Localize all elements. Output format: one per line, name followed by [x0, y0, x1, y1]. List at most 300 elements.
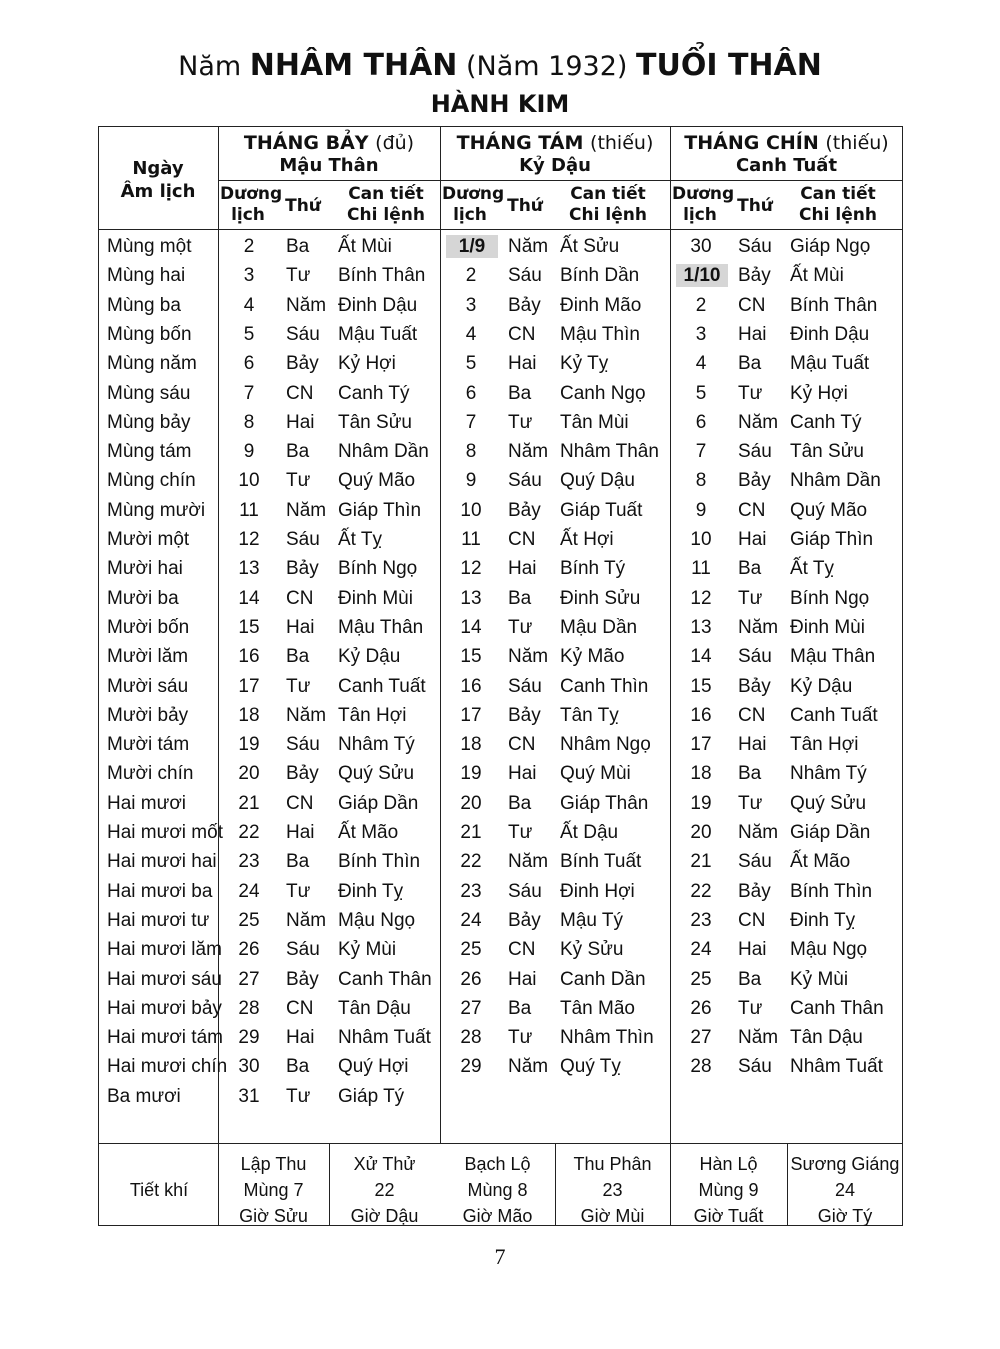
can-chi-cell: Kỷ Dậu — [790, 676, 853, 697]
duong-lich-cell: 25 — [460, 939, 482, 960]
duong-lich-cell: 6 — [695, 412, 707, 433]
duong-lich-cell: 20 — [460, 793, 482, 814]
duong-lich-cell: 2 — [695, 295, 707, 316]
tiet-khi-day: Mùng 7 — [243, 1180, 304, 1201]
month-name — [218, 132, 440, 155]
can-chi-cell: Đinh Hợi — [560, 881, 635, 902]
duong-lich-cell: 5 — [243, 324, 255, 345]
row-label: Mùng bảy — [107, 412, 191, 433]
row-label: Mùng tám — [107, 441, 192, 462]
tiet-khi-entry — [440, 1151, 555, 1229]
thu-cell: Năm — [286, 500, 327, 521]
row-label: Mười ba — [107, 588, 179, 609]
duong-lich-cell: 21 — [238, 793, 260, 814]
row-label: Hai mươi chín — [107, 1056, 228, 1077]
row-label: Ba mươi — [107, 1086, 181, 1107]
row-label: Mùng một — [107, 236, 192, 257]
duong-lich-cell: 5 — [695, 383, 707, 404]
can-chi-cell: Tân Dậu — [338, 998, 411, 1019]
thu-cell: Ba — [286, 441, 310, 462]
duong-label: Dương — [220, 184, 283, 204]
month-qualifier: (đủ) — [375, 132, 415, 154]
thu-cell: Ba — [738, 969, 762, 990]
duong-lich-cell: 4 — [695, 353, 707, 374]
footer-divider — [98, 1143, 903, 1144]
can-chi-cell: Nhâm Tuất — [338, 1027, 431, 1048]
thu-cell: Tư — [508, 412, 533, 433]
tiet-khi-name: Bạch Lộ — [464, 1154, 531, 1174]
thu-cell: CN — [508, 324, 536, 345]
duong-lich-cell: 10 — [690, 529, 712, 550]
duong-lich-cell: 17 — [690, 734, 712, 755]
title-can-chi: NHÂM THÂN — [249, 48, 458, 83]
duong-lich-cell: 25 — [238, 910, 260, 931]
row-label: Mùng ba — [107, 295, 181, 316]
can-chi-cell: Nhâm Dần — [338, 441, 429, 462]
thu-cell: CN — [286, 998, 314, 1019]
can-chi-cell: Nhâm Ngọ — [560, 734, 651, 755]
thu-cell: Tư — [738, 383, 763, 404]
duong-lich-cell: 8 — [695, 470, 707, 491]
can-chi-cell: Ất Dậu — [560, 822, 619, 843]
can-chi-cell: Bính Dần — [560, 265, 640, 286]
title-tuoi: TUỔI THÂN — [636, 48, 822, 83]
column-divider — [440, 126, 441, 1143]
duong-lich-cell: 4 — [243, 295, 255, 316]
duong-lich-cell: 14 — [460, 617, 482, 638]
can-chi-cell: Mậu Tý — [560, 910, 624, 931]
row-label: Hai mươi hai — [107, 851, 217, 872]
thu-cell: Tư — [286, 265, 311, 286]
can-chi-cell: Giáp Tuất — [560, 500, 643, 521]
thu-cell: Năm — [738, 822, 779, 843]
row-label: Hai mươi lăm — [107, 939, 222, 960]
header-divider — [218, 180, 903, 181]
can-chi-cell: Canh Ngọ — [560, 383, 646, 404]
thu-cell: Năm — [508, 646, 549, 667]
duong-lich-cell: 23 — [460, 881, 482, 902]
duong-lich-cell: 5 — [465, 353, 477, 374]
thu-cell: CN — [738, 295, 766, 316]
can-chi-cell: Mậu Tuất — [790, 353, 870, 374]
can-chi-cell: Ất Mão — [338, 822, 399, 843]
duong-lich-cell: 7 — [465, 412, 477, 433]
can-chi-cell: Ất Hợi — [560, 529, 614, 550]
can-chi-cell: Mậu Thân — [338, 617, 424, 638]
can-chi-cell: Ất Tỵ — [338, 529, 382, 550]
subheader-can-tiet — [336, 184, 436, 227]
duong-lich-cell: 13 — [460, 588, 482, 609]
can-chi-cell: Giáp Thìn — [790, 529, 874, 550]
month-title: THÁNG CHÍN — [684, 132, 819, 154]
can-chi-cell: Quý Hợi — [338, 1056, 409, 1077]
tiet-khi-name: Lập Thu — [240, 1154, 307, 1174]
duong-lich-cell: 28 — [460, 1027, 482, 1048]
tiet-khi-hour: Giờ Dậu — [350, 1206, 419, 1227]
can-chi-cell: Mậu Thìn — [560, 324, 640, 345]
can-chi-cell: Bính Tý — [560, 558, 626, 579]
thu-cell: Ba — [286, 1056, 310, 1077]
thu-cell: Năm — [738, 617, 779, 638]
subheader-can-tiet — [558, 184, 658, 227]
thu-cell: Năm — [738, 1027, 779, 1048]
duong-lich-cell: 10 — [238, 470, 260, 491]
thu-cell: Bảy — [738, 676, 771, 697]
month-header — [218, 132, 440, 176]
duong-lich-cell: 25 — [690, 969, 712, 990]
lich-label: lịch — [683, 205, 717, 226]
thu-cell: Tư — [508, 617, 533, 638]
thu-cell: Hai — [286, 617, 315, 638]
page-number: 7 — [494, 1244, 506, 1269]
tiet-khi-entry — [670, 1151, 787, 1229]
tiet-khi-name: Xử Thử — [353, 1154, 416, 1174]
duong-lich-cell: 23 — [238, 851, 260, 872]
tiet-khi-day: 23 — [602, 1180, 623, 1201]
thu-cell: Hai — [508, 353, 537, 374]
duong-lich-cell: 24 — [690, 939, 712, 960]
thu-cell: Sáu — [286, 529, 320, 550]
row-label: Mùng hai — [107, 265, 186, 286]
can-tiet-label: Can tiết — [800, 184, 876, 204]
thu-cell: Bảy — [508, 500, 541, 521]
can-chi-cell: Kỷ Mùi — [790, 969, 849, 990]
duong-lich-cell: 11 — [461, 529, 481, 550]
duong-lich-cell: 12 — [690, 588, 712, 609]
row-label: Mùng chín — [107, 470, 196, 491]
thu-cell: Năm — [738, 412, 779, 433]
can-chi-cell: Đinh Dậu — [790, 324, 870, 345]
can-chi-cell: Giáp Ngọ — [790, 236, 871, 257]
tiet-khi-entry — [555, 1151, 670, 1229]
thu-cell: Năm — [508, 236, 549, 257]
row-header-ngay: Ngày — [132, 158, 184, 179]
thu-cell: Hai — [738, 939, 767, 960]
duong-lich-cell: 9 — [695, 500, 707, 521]
duong-lich-cell: 17 — [460, 705, 482, 726]
duong-label: Dương — [672, 184, 735, 204]
can-tiet-label: Can tiết — [348, 184, 424, 204]
duong-lich-cell: 29 — [460, 1056, 482, 1077]
row-header-am-lich: Âm lịch — [120, 181, 196, 202]
can-chi-cell: Quý Sửu — [338, 763, 415, 784]
duong-lich-cell: 26 — [460, 969, 482, 990]
duong-label: Dương — [442, 184, 505, 204]
duong-lich-cell: 11 — [691, 558, 711, 579]
can-chi-cell: Nhâm Tuất — [790, 1056, 883, 1077]
can-chi-cell: Kỷ Hợi — [790, 383, 848, 404]
duong-lich-cell: 24 — [460, 910, 482, 931]
subheader-duong-lich — [672, 184, 735, 227]
page-subtitle: HÀNH KIM — [430, 90, 570, 118]
can-chi-cell: Mậu Thân — [790, 646, 876, 667]
can-chi-cell: Kỷ Tỵ — [560, 353, 609, 374]
thu-cell: Ba — [508, 383, 532, 404]
title-pre: Năm — [178, 51, 242, 82]
duong-lich-cell: 12 — [238, 529, 260, 550]
duong-lich-cell: 20 — [690, 822, 712, 843]
can-chi-cell: Ất Mão — [790, 851, 851, 872]
thu-cell: Bảy — [508, 295, 541, 316]
duong-lich-cell: 8 — [243, 412, 255, 433]
row-label: Mười một — [107, 529, 190, 550]
row-label: Hai mươi tám — [107, 1027, 223, 1048]
can-chi-cell: Bính Tuất — [560, 851, 642, 872]
subheader-can-tiet — [788, 184, 888, 227]
can-chi-cell: Mậu Ngọ — [790, 939, 868, 960]
can-chi-cell: Đinh Mùi — [790, 617, 865, 638]
can-chi-cell: Giáp Thìn — [338, 500, 422, 521]
thu-cell: CN — [508, 939, 536, 960]
month-can-chi: Kỷ Dậu — [519, 154, 591, 176]
month-title: THÁNG BẢY — [243, 132, 369, 154]
subheader-thu: Thứ — [737, 196, 773, 216]
can-chi-cell: Đinh Tỵ — [338, 881, 404, 902]
thu-cell: Hai — [286, 412, 315, 433]
duong-lich-cell: 29 — [238, 1027, 260, 1048]
thu-cell: Ba — [286, 851, 310, 872]
can-chi-cell: Ất Mùi — [790, 265, 844, 286]
row-label: Mười sáu — [107, 676, 189, 697]
month-can-chi: Mậu Thân — [279, 154, 379, 176]
can-chi-cell: Mậu Dần — [560, 617, 638, 638]
can-chi-cell: Kỷ Sửu — [560, 939, 624, 960]
duong-lich-cell: 15 — [690, 676, 712, 697]
can-chi-cell: Tân Sửu — [338, 412, 412, 433]
month-header — [440, 132, 670, 176]
can-chi-cell: Nhâm Tý — [338, 734, 415, 755]
duong-lich-cell: 27 — [238, 969, 260, 990]
row-label: Hai mươi sáu — [107, 969, 222, 990]
thu-cell: Ba — [508, 588, 532, 609]
duong-lich-cell: 28 — [690, 1056, 712, 1077]
duong-lich-cell: 15 — [238, 617, 260, 638]
can-chi-cell: Canh Dần — [560, 969, 646, 990]
duong-lich-cell: 27 — [460, 998, 482, 1019]
month-title: THÁNG TÁM — [456, 132, 584, 154]
tiet-khi-entry — [218, 1151, 329, 1229]
thu-cell: Bảy — [508, 705, 541, 726]
tiet-khi-name: Sương Giáng — [790, 1154, 900, 1174]
thu-cell: Sáu — [738, 851, 772, 872]
thu-cell: Tư — [286, 1086, 311, 1107]
duong-lich-cell: 17 — [238, 676, 260, 697]
tiet-khi-entry — [329, 1151, 440, 1229]
thu-cell: Ba — [738, 763, 762, 784]
chi-lenh-label: Chi lệnh — [347, 205, 425, 226]
tiet-khi-hour: Giờ Tuất — [693, 1206, 764, 1227]
thu-cell: Bảy — [738, 470, 771, 491]
page-title — [0, 48, 1000, 83]
row-label: Hai mươi — [107, 793, 187, 814]
duong-lich-cell: 6 — [243, 353, 255, 374]
subheader-duong-lich — [220, 184, 283, 227]
can-chi-cell: Đinh Tỵ — [790, 910, 856, 931]
row-label: Hai mươi tư — [107, 910, 210, 931]
month-start-highlight: 1/10 — [676, 264, 728, 287]
can-chi-cell: Đinh Dậu — [338, 295, 418, 316]
month-start-highlight: 1/9 — [446, 235, 498, 258]
thu-cell: Năm — [508, 851, 549, 872]
can-chi-cell: Giáp Dần — [790, 822, 871, 843]
subheader-duong-lich — [442, 184, 505, 227]
duong-lich-cell: 11 — [239, 500, 259, 521]
can-chi-cell: Bính Thân — [338, 265, 426, 286]
can-chi-cell: Giáp Tý — [338, 1086, 405, 1107]
duong-lich-cell: 31 — [238, 1086, 260, 1107]
thu-cell: Sáu — [508, 265, 542, 286]
can-chi-cell: Bính Ngọ — [790, 588, 870, 609]
duong-lich-cell: 18 — [690, 763, 712, 784]
thu-cell: Hai — [286, 1027, 315, 1048]
duong-lich-cell: 28 — [238, 998, 260, 1019]
can-chi-cell: Mậu Ngọ — [338, 910, 416, 931]
thu-cell: Bảy — [508, 910, 541, 931]
duong-lich-cell: 27 — [690, 1027, 712, 1048]
can-chi-cell: Quý Mùi — [560, 763, 631, 784]
thu-cell: Hai — [508, 969, 537, 990]
thu-cell: Tư — [286, 470, 311, 491]
chi-lenh-label: Chi lệnh — [799, 205, 877, 226]
duong-lich-cell: 6 — [465, 383, 477, 404]
subheader-thu: Thứ — [507, 196, 543, 216]
can-chi-cell: Tân Mùi — [560, 412, 629, 433]
can-chi-cell: Tân Tỵ — [560, 705, 619, 726]
can-chi-cell: Canh Thìn — [560, 676, 649, 697]
row-label: Mùng sáu — [107, 383, 191, 404]
can-chi-cell: Canh Tuất — [790, 705, 878, 726]
duong-lich-cell: 24 — [238, 881, 260, 902]
duong-lich-cell: 26 — [238, 939, 260, 960]
thu-cell: Sáu — [286, 939, 320, 960]
duong-lich-cell: 16 — [238, 646, 260, 667]
row-label: Mười tám — [107, 734, 190, 755]
duong-lich-cell: 7 — [695, 441, 707, 462]
row-label: Mười hai — [107, 558, 183, 579]
duong-lich-cell: 18 — [460, 734, 482, 755]
thu-cell: Sáu — [738, 236, 772, 257]
can-chi-cell: Đinh Mão — [560, 295, 642, 316]
duong-lich-cell: 21 — [460, 822, 482, 843]
can-tiet-label: Can tiết — [570, 184, 646, 204]
row-label: Mùng năm — [107, 353, 197, 374]
duong-lich-cell: 8 — [465, 441, 477, 462]
thu-cell: CN — [286, 383, 314, 404]
month-qualifier: (thiếu) — [590, 132, 654, 154]
can-chi-cell: Quý Tỵ — [560, 1056, 621, 1077]
can-chi-cell: Giáp Thân — [560, 793, 649, 814]
can-chi-cell: Bính Thìn — [790, 881, 873, 902]
tiet-khi-day: 22 — [374, 1180, 395, 1201]
header-divider — [98, 229, 903, 230]
month-header — [670, 132, 903, 176]
tiet-khi-hour: Giờ Mùi — [580, 1206, 645, 1227]
row-label: Hai mươi bảy — [107, 998, 222, 1019]
thu-cell: Sáu — [738, 646, 772, 667]
tiet-khi-day: 24 — [834, 1180, 856, 1201]
month-name — [440, 132, 670, 155]
duong-lich-cell: 18 — [238, 705, 260, 726]
subheader-thu: Thứ — [285, 196, 321, 216]
duong-lich-cell: 13 — [690, 617, 712, 638]
lich-label: lịch — [231, 205, 265, 226]
duong-lich-cell: 2 — [465, 265, 477, 286]
row-label: Mùng mười — [107, 500, 206, 521]
thu-cell: Hai — [508, 763, 537, 784]
row-label: Mười chín — [107, 763, 194, 784]
duong-lich-cell: 10 — [460, 500, 482, 521]
duong-lich-cell: 14 — [238, 588, 260, 609]
can-chi-cell: Ất Sửu — [560, 236, 620, 257]
thu-cell: Năm — [508, 441, 549, 462]
duong-lich-cell: 7 — [243, 383, 255, 404]
thu-cell: CN — [508, 734, 536, 755]
duong-lich-cell: 22 — [460, 851, 482, 872]
can-chi-cell: Ất Mùi — [338, 236, 392, 257]
duong-lich-cell: 12 — [460, 558, 482, 579]
chi-lenh-label: Chi lệnh — [569, 205, 647, 226]
tiet-khi-hour: Giờ Sửu — [239, 1206, 308, 1227]
can-chi-cell: Đinh Mùi — [338, 588, 413, 609]
duong-lich-cell: 30 — [238, 1056, 260, 1077]
thu-cell: Sáu — [286, 734, 320, 755]
can-chi-cell: Kỷ Hợi — [338, 353, 396, 374]
tiet-khi-name: Thu Phân — [573, 1154, 652, 1174]
duong-lich-cell: 21 — [690, 851, 712, 872]
column-divider — [670, 126, 671, 1226]
thu-cell: Tư — [286, 676, 311, 697]
can-chi-cell: Kỷ Mùi — [338, 939, 397, 960]
thu-cell: Năm — [286, 910, 327, 931]
can-chi-cell: Giáp Dần — [338, 793, 419, 814]
tiet-khi-name: Hàn Lộ — [699, 1154, 758, 1174]
thu-cell: Tư — [508, 822, 533, 843]
can-chi-cell: Quý Sửu — [790, 793, 867, 814]
thu-cell: Bảy — [738, 881, 771, 902]
can-chi-cell: Quý Mão — [790, 500, 868, 521]
can-chi-cell: Tân Hợi — [338, 705, 407, 726]
can-chi-cell: Nhâm Thìn — [560, 1027, 654, 1048]
can-chi-cell: Kỷ Mão — [560, 646, 625, 667]
duong-lich-cell: 3 — [695, 324, 707, 345]
row-label: Mùng bốn — [107, 324, 192, 345]
duong-lich-cell: 16 — [690, 705, 712, 726]
lich-label: lịch — [453, 205, 487, 226]
duong-lich-cell: 13 — [238, 558, 260, 579]
duong-lich-cell: 16 — [460, 676, 482, 697]
can-chi-cell: Quý Mão — [338, 470, 416, 491]
row-label: Hai mươi ba — [107, 881, 213, 902]
can-chi-cell: Nhâm Tý — [790, 763, 867, 784]
can-chi-cell: Canh Tuất — [338, 676, 426, 697]
can-chi-cell: Tân Mão — [560, 998, 635, 1019]
thu-cell: Năm — [508, 1056, 549, 1077]
duong-lich-cell: 3 — [465, 295, 477, 316]
thu-cell: Năm — [286, 295, 327, 316]
month-can-chi: Canh Tuất — [735, 154, 838, 176]
thu-cell: CN — [286, 588, 314, 609]
can-chi-cell: Kỷ Dậu — [338, 646, 401, 667]
can-chi-cell: Bính Ngọ — [338, 558, 418, 579]
thu-cell: Sáu — [508, 470, 542, 491]
thu-cell: CN — [286, 793, 314, 814]
can-chi-cell: Nhâm Dần — [790, 470, 881, 491]
thu-cell: Hai — [738, 529, 767, 550]
thu-cell: Sáu — [738, 1056, 772, 1077]
duong-lich-cell: 26 — [690, 998, 712, 1019]
thu-cell: Ba — [286, 236, 310, 257]
thu-cell: Bảy — [286, 558, 319, 579]
